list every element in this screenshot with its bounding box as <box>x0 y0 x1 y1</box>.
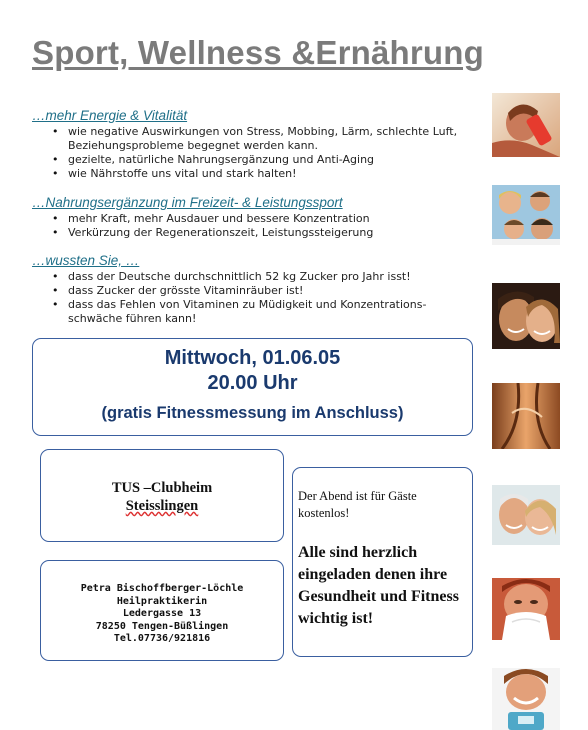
list-item: • dass der Deutsche durchschnittlich 52 kg Zucker pro Jahr isst! <box>52 270 472 284</box>
photo-body-silhouette <box>492 383 560 449</box>
list-item: • dass Zucker der grösste Vitaminräuber ist! <box>52 284 472 298</box>
photo-woman-drinking <box>492 93 560 157</box>
photo-woman-scale <box>492 668 560 730</box>
photo-woman-tissue <box>492 578 560 640</box>
list-item: • wie negative Auswirkungen von Stress, Mobbing, Lärm, schlechte Luft, Beziehungsprobleme begegnet werden kann. <box>52 125 472 153</box>
venue-name: TUS –Clubheim <box>111 480 213 496</box>
section-facts <box>32 253 482 326</box>
photo-elderly-couple <box>492 485 560 545</box>
contact-street: Ledergasse 13 <box>122 608 202 619</box>
contact-name: Petra Bischoffberger-Löchle <box>80 583 244 594</box>
section-sport <box>32 195 482 240</box>
photo-couple-smiling <box>492 283 560 349</box>
section-heading: …Nahrungsergänzung im Freizeit- & Leistungssport <box>32 195 343 210</box>
contact-title: Heilpraktikerin <box>116 595 208 607</box>
list-item: • dass das Fehlen von Vitaminen zu Müdigkeit und Konzentrations-schwäche führen kann! <box>52 298 452 326</box>
venue-location: Steisslingen <box>125 498 199 514</box>
contact-box <box>40 560 284 661</box>
photo-family-group <box>492 185 560 245</box>
list-item: • gezielte, natürliche Nahrungsergänzung und Anti-Aging <box>52 153 472 167</box>
list-item: • mehr Kraft, mehr Ausdauer und bessere Konzentration <box>52 212 472 226</box>
event-date-box <box>32 338 473 436</box>
info-box <box>292 467 473 657</box>
section-heading: …mehr Energie & Vitalität <box>32 108 188 123</box>
page-title: Sport, Wellness &Ernährung <box>32 34 484 71</box>
bullet-list <box>52 125 482 181</box>
contact-city: 78250 Tengen-Büßlingen <box>95 620 229 632</box>
bullet-list <box>52 270 482 326</box>
contact-phone: Tel.07736/921816 <box>113 633 211 644</box>
list-item: • Verkürzung der Regenerationszeit, Leistungssteigerung <box>52 226 472 240</box>
list-item: • wie Nährstoffe uns vital und stark halten! <box>52 167 472 181</box>
section-heading: …wussten Sie, … <box>32 253 140 268</box>
free-entry-text: Der Abend ist für Gäste kostenlos! <box>298 489 417 520</box>
bullet-list <box>52 212 482 240</box>
welcome-text: Alle sind herzlich eingeladen denen ihre Gesundheit und Fitness wichtig ist! <box>298 544 459 627</box>
event-time: 20.00 Uhr <box>207 372 298 394</box>
event-date: Mittwoch, 01.06.05 <box>164 347 341 369</box>
venue-box <box>40 449 284 542</box>
event-note: (gratis Fitnessmessung im Anschluss) <box>101 404 404 422</box>
section-energy <box>32 108 482 181</box>
